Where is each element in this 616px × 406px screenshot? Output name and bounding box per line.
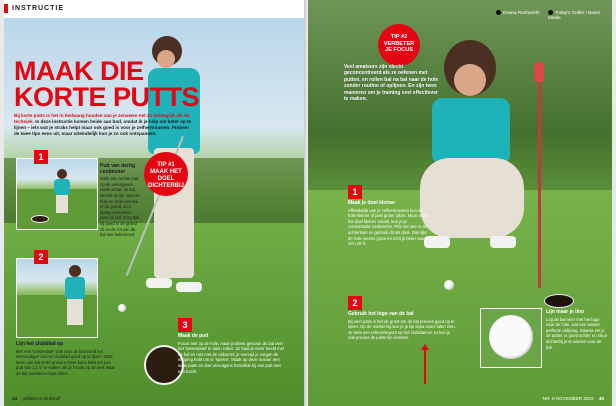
- step-2-number: 2: [34, 250, 48, 264]
- right-step-2-number: 2: [348, 296, 362, 310]
- footer-issue: NR. 9: [542, 396, 555, 401]
- tip-2-text-1: VERBETER: [383, 40, 415, 47]
- right-step-2-body: Bij veel putts is het de groot om de bal precies goed op te lijnen. Op de markering kun je je lijn bijna exact laten zien. Je hebt een referentiepunt op het clubblad en zo kun je ook precies de juiste lijn inzetten.: [348, 318, 456, 341]
- step-1-text: [100, 164, 140, 238]
- section-accent: [4, 4, 8, 13]
- photo-credit-source: [548, 10, 612, 20]
- left-footer-site: golfdirect.nl/ukGolf: [22, 396, 61, 401]
- credit-source-text: Today's Golfer / Bauer Media: [548, 10, 601, 21]
- right-step-1-number: 1: [348, 185, 362, 199]
- right-page-number: 45: [598, 396, 604, 401]
- tip-2-text-2: JE FOCUS: [385, 47, 413, 54]
- step-2-photo: [16, 258, 98, 338]
- step-2-text: [16, 342, 116, 377]
- step-1-number: 1: [34, 150, 48, 164]
- right-step-1-body: Afhankelijk van je zelfvertrouwen kun de hole kleiner of juist groter lijken. Maar als je het doel kleiner maakt, kun je je concentratie verbeteren. Prik een tee in de achterkant en gebruik dit als doel. Dan lijkt de hole ineens groot en richt je beter van zo'n 10 ft.: [348, 207, 429, 247]
- right-footer: [543, 396, 604, 401]
- intro-text: [14, 113, 194, 137]
- tip-2-number: TIP #2: [390, 34, 408, 40]
- step-2-heading: Lijn het clubblad op: [16, 341, 64, 347]
- putter-shaft: [538, 78, 541, 288]
- intro-body: In deze instructie komen beide aan bod, omdat ik je help om beter op te lijnen – iets wat je straks helpt maar ook goed is voor je zelfvertrouwen. Probeer de twee tips eens uit, maar uiteindelijk kun je zo ook ontspannen.: [14, 119, 192, 136]
- section-label: INSTRUCTIE: [12, 5, 64, 12]
- golf-ball-right: [444, 280, 454, 290]
- tip-1-number: TIP #1: [157, 162, 175, 168]
- step-1-photo: [16, 158, 98, 230]
- putter-grip: [534, 62, 544, 82]
- aim-arrow: [424, 348, 426, 384]
- right-intro-text: Veel amateurs zijn slecht geconcentreerd als ze oefenen met putten, en rollen bal na bal naar de hole zonder routine of oplijnen. En zijn twee manieren om je training veel effectiever te maken.: [344, 64, 439, 103]
- title-line-2: KORTE PUTTS: [14, 82, 200, 112]
- step-3-text: [178, 334, 288, 374]
- step-3-number: 3: [178, 318, 192, 332]
- ball-closeup-photo: [480, 308, 542, 368]
- step-1-heading: Putt van dertig centimeter: [100, 163, 136, 175]
- camera-icon: [496, 10, 501, 15]
- title-line-1: MAAK DIE: [14, 56, 144, 86]
- right-step-1-heading: Maak je doel kleiner: [348, 200, 396, 206]
- section-header: [4, 0, 304, 18]
- golf-ball: [118, 304, 126, 312]
- golf-ball-closeup: [489, 315, 533, 359]
- credit-author-text: Deana Rushworth: [503, 10, 540, 15]
- step-1-body: Zoek een rechte putt op de oefengreen. Hoek achter de bal, steeds de lijn naar de hole en druk een tee in de grond, zo'n dertig centimeter voor de bal. Zorg dat hij goed in de grond zit en de rol van de bal niet belemmert.: [100, 176, 140, 238]
- left-footer: [12, 396, 60, 401]
- tip-1-text-2: DICHTERBIJ: [147, 183, 184, 189]
- step-3-body: Focus niet op de hole, maar probeer gewoon de bal over het 'tussendoel' te laten rollen. Zo haal je meer beeld met de bal en niet met de uitkomst; je vermijd je zorgen de stroping hebt om te 'spelen'. Maak op deze manier een serie putts en doe vervolgens hetzelfde bij een putt met een bocht.: [178, 340, 285, 374]
- tip-2-badge: [378, 24, 420, 66]
- page-title: [14, 58, 199, 110]
- footer-date: NOVEMBER 2022: [555, 396, 594, 401]
- left-page: [4, 0, 304, 406]
- right-step-2-heading: Gebruik het logo van de bal: [348, 311, 414, 317]
- right-page: [308, 0, 612, 406]
- right-step-1-text: [348, 201, 430, 247]
- step-3-heading: Maak de putt: [178, 333, 209, 339]
- right-step-2-text: [348, 312, 458, 341]
- inset-caption: [546, 310, 608, 350]
- inset-body: Leg de bal neer met het logo naar de hole, wat een tussen perfecte uitlijning. Daarna zet je de putter er goed achter en sla je dichterbij je te winnen voor de bal.: [546, 316, 608, 350]
- step-2-body: Met een 'tussendoel' vlak voor de bal wordt het eenvoudiger om het clubblad goed op te lijnen. Dats leren een bal te 90 procent meer kans hebt om een putt van 1,2 m te maken als je focust op de plek waar de bal overheen moet rollen.: [16, 348, 115, 376]
- inset-heading: Lijn maar je lino: [546, 309, 585, 315]
- photo-credit-author: [496, 10, 540, 15]
- intro-lead: Bij korte putts is het in bedwang houden van je zenuwen net zo belangrijk als de techniek.: [14, 113, 190, 124]
- left-page-number: 44: [12, 396, 18, 401]
- tip-1-badge: [144, 152, 188, 196]
- golf-hole-right: [544, 294, 574, 308]
- tip-1-text-1: MAAK HET DOEL: [150, 169, 182, 182]
